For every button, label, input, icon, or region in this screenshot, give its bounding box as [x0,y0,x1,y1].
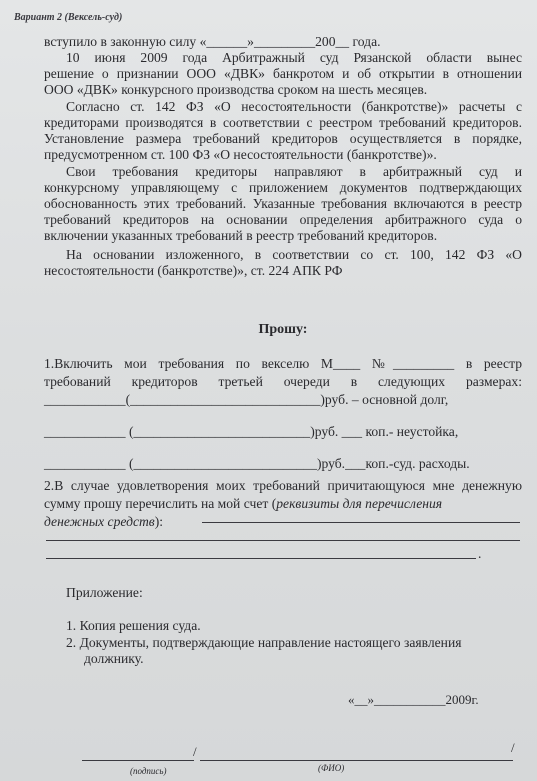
text-line: ООО «ДВК» конкурсного производства сроком на шесть месяцев. [44,82,428,97]
document-variant-header: Вариант 2 (Вексель-суд) [14,12,123,23]
fio-caption: (ФИО) [318,763,345,773]
date-field[interactable]: «__»___________2009г. [348,692,479,707]
request-item-1: 1.Включить мои требования по векселю М____ №_________ в реестр [44,356,522,371]
text-fragment: сумму прошу перечислить на мой счет ( [44,496,277,511]
attachment-item-continued: должнику. [84,651,144,666]
text-line [44,496,522,512]
text-line: требований кредиторов третьей очереди в следующих размерах: [44,374,522,389]
request-item-2: 2.В случае удовлетворения моих требований причитающуюся мне денежную [44,478,522,493]
bank-details-line-2[interactable] [46,540,520,541]
text-line: На основании изложенного, в соответствии со ст. 100, 142 ФЗ «О [66,247,522,262]
text-line: Установление размера требований кредиторов осуществляется в порядке, [44,131,522,146]
attachment-item: 1. Копия решения суда. [66,618,201,633]
slash-mark: / [511,740,515,755]
text-line: кредиторами производятся в соответствии с реестром требований кредиторов. [44,115,522,130]
text-fragment-italic: реквизиты для перечисления [276,496,443,511]
bank-details-line-3[interactable] [46,558,476,559]
text-line: Свои требования кредиторы направляют в арбитражный суд и [66,164,522,179]
attachment-item: 2. Документы, подтверждающие направление настоящего заявления [66,635,462,650]
main-debt-field[interactable]: ____________(____________________________)руб. – основной долг, [44,392,449,407]
bank-details-line-1[interactable] [202,522,520,523]
attachments-title: Приложение: [66,585,143,600]
text-fragment-italic: денежных средств [44,514,155,529]
signature-line[interactable] [82,760,194,761]
fio-line[interactable] [200,760,513,761]
text-line: несостоятельности (банкротстве)», ст. 224 АПК РФ [44,263,343,278]
court-costs-field[interactable]: ____________ (___________________________)руб.___коп.-суд. расходы. [44,456,470,471]
slash-mark: / [193,744,197,759]
text-line: обоснованность этих требований. Указанные требования включаются в реестр [44,196,522,211]
text-line: вступило в законную силу «______»_________200__ года. [44,34,381,49]
text-line: конкурсному управляющему с приложением документов подтверждающих [44,180,522,195]
text-fragment: ): [154,514,164,529]
text-line: Согласно ст. 142 ФЗ «О несостоятельности (банкротстве)» расчеты с [66,99,522,114]
signature-caption: (подпись) [130,766,167,776]
text-line: 10 июня 2009 года Арбитражный суд Рязанской области вынес [66,50,522,65]
text-line: включении указанных требований в реестр требований кредиторов. [44,228,438,243]
request-title: Прошу: [258,322,308,337]
penalty-field[interactable]: ____________ (__________________________)руб. ___ коп.- неустойка, [44,424,459,439]
text-line: решение о признании ООО «ДВК» банкротом и об открытии в отношении [44,66,522,81]
text-line: требований кредиторов на основании определения арбитражного суда о [44,212,522,227]
text-line: предусмотренном ст. 100 ФЗ «О несостоятельности (банкротстве)». [44,147,437,162]
period-mark: . [478,546,482,561]
